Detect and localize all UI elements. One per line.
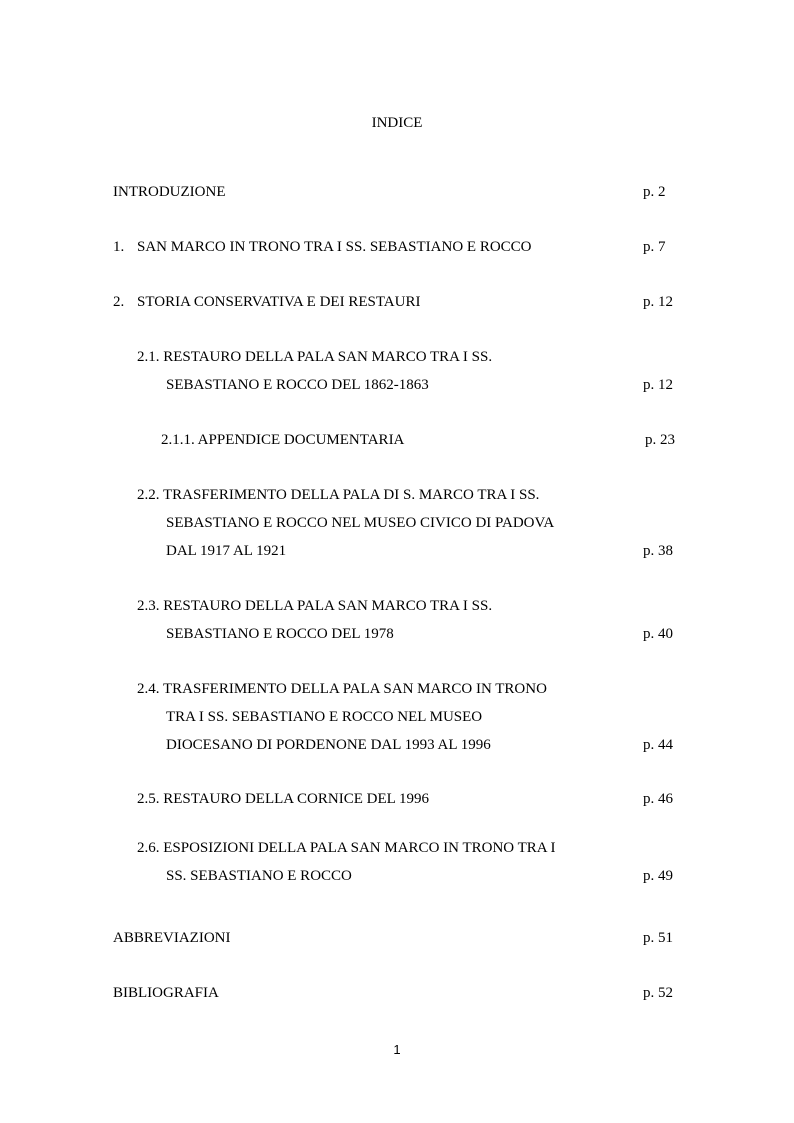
page-title: INDICE — [371, 115, 423, 131]
toc-page-section-2-6: p. 49 — [643, 868, 673, 884]
toc-page-section-2-5: p. 46 — [643, 791, 673, 807]
toc-entry-section-2-2-cont[interactable]: SEBASTIANO E ROCCO NEL MUSEO CIVICO DI PADOVA — [166, 515, 555, 531]
page-number: 1 — [393, 1042, 401, 1057]
toc-page-chapter-1: p. 7 — [643, 239, 666, 255]
toc-entry-section-2-1-cont[interactable]: SEBASTIANO E ROCCO DEL 1862-1863 — [166, 377, 429, 393]
toc-entry-section-2-4-cont[interactable]: DIOCESANO DI PORDENONE DAL 1993 AL 1996 — [166, 737, 491, 753]
toc-entry-section-2-4-cont[interactable]: TRA I SS. SEBASTIANO E ROCCO NEL MUSEO — [166, 709, 483, 725]
toc-entry-chapter-2[interactable]: STORIA CONSERVATIVA E DEI RESTAURI — [137, 294, 421, 310]
toc-entry-section-2-5[interactable]: 2.5. RESTAURO DELLA CORNICE DEL 1996 — [137, 791, 429, 807]
toc-entry-section-2-2[interactable]: 2.2. TRASFERIMENTO DELLA PALA DI S. MARCO TRA I SS. — [137, 487, 540, 503]
toc-page-section-2-1: p. 12 — [643, 377, 673, 393]
toc-page-section-2-4: p. 44 — [643, 737, 673, 753]
toc-page-abbreviazioni: p. 51 — [643, 930, 673, 946]
toc-entry-chapter-1[interactable]: SAN MARCO IN TRONO TRA I SS. SEBASTIANO E ROCCO — [137, 239, 532, 255]
toc-entry-section-2-3-cont[interactable]: SEBASTIANO E ROCCO DEL 1978 — [166, 626, 394, 642]
toc-page-chapter-2: p. 12 — [643, 294, 673, 310]
toc-page-bibliografia: p. 52 — [643, 985, 673, 1001]
toc-entry-abbreviazioni[interactable]: ABBREVIAZIONI — [113, 930, 231, 946]
toc-entry-section-2-4[interactable]: 2.4. TRASFERIMENTO DELLA PALA SAN MARCO IN TRONO — [137, 681, 547, 697]
toc-entry-section-2-6-cont[interactable]: SS. SEBASTIANO E ROCCO — [166, 868, 352, 884]
toc-entry-number: 2. — [113, 294, 125, 310]
toc-entry-section-2-3[interactable]: 2.3. RESTAURO DELLA PALA SAN MARCO TRA I SS. — [137, 598, 493, 614]
toc-entry-section-2-6[interactable]: 2.6. ESPOSIZIONI DELLA PALA SAN MARCO IN TRONO TRA I — [137, 840, 556, 856]
toc-entry-section-2-2-cont[interactable]: DAL 1917 AL 1921 — [166, 543, 287, 559]
toc-entry-introduzione[interactable]: INTRODUZIONE — [113, 184, 226, 200]
toc-entry-section-2-1-1[interactable]: 2.1.1. APPENDICE DOCUMENTARIA — [161, 432, 405, 448]
toc-page-section-2-3: p. 40 — [643, 626, 673, 642]
toc-page-section-2-1-1: p. 23 — [645, 432, 675, 448]
toc-entry-number: 1. — [113, 239, 125, 255]
toc-entry-section-2-1[interactable]: 2.1. RESTAURO DELLA PALA SAN MARCO TRA I SS. — [137, 349, 493, 365]
toc-page-introduzione: p. 2 — [643, 184, 666, 200]
toc-page-section-2-2: p. 38 — [643, 543, 673, 559]
toc-entry-bibliografia[interactable]: BIBLIOGRAFIA — [113, 985, 219, 1001]
